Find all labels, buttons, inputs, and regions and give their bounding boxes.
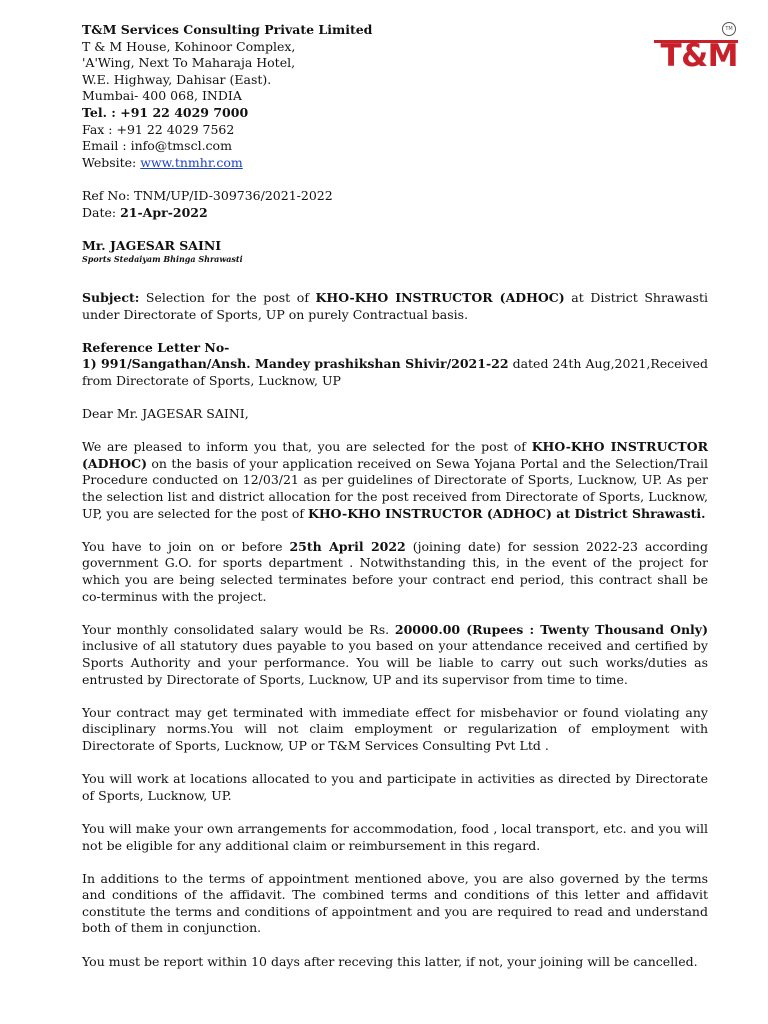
subject-label: Subject: (82, 289, 140, 305)
address-line: W.E. Highway, Dahisar (East). (82, 71, 272, 87)
paragraph-salary (82, 622, 708, 688)
paragraph-affidavit: In additions to the terms of appointment mentioned above, you are also governed by the terms and conditions of the affidavit. The combined terms and conditions of this letter and affidavit constitute the terms and conditions of appointment and you are required to read and understand both of them in conjunction. (82, 870, 708, 936)
subject-post: KHO-KHO INSTRUCTOR (ADHOC) (315, 289, 565, 305)
subject-text: Selection for the post of (139, 289, 316, 305)
address-line: 'A'Wing, Next To Maharaja Hotel, (82, 55, 296, 71)
text: (joining date) for session 2022-23 according government G.O. for sports department . Notwithstanding this, in the event of the project for which you are being selected terminates before your contract end period, this contract shall be co-terminus with the project. (82, 538, 708, 604)
paragraph-location: You will work at locations allocated to you and participate in activities as directed by Directorate of Sports, Lucknow, UP. (82, 771, 708, 803)
reference-number: 1) 991/Sangathan/Ansh. Mandey prashikshan Shivir/2021-22 (82, 356, 509, 372)
paragraph-selection (82, 439, 708, 522)
paragraph-termination: Your contract may get terminated with immediate effect for misbehavior or found violating any disciplinary norms.You will not claim employment or regularization of employment with Directorate of Sports, Lucknow, UP or T&M Services Consulting Pvt Ltd . (82, 704, 708, 753)
paragraph-report: You must be report within 10 days after receving this latter, if not, your joining will be cancelled. (82, 953, 698, 969)
logo-text: T&M (660, 38, 738, 74)
telephone: Tel. : +91 22 4029 7000 (82, 104, 249, 120)
text: ( (460, 621, 473, 637)
subject-paragraph (82, 290, 708, 323)
salutation: Dear Mr. JAGESAR SAINI, (82, 406, 249, 422)
fax: Fax : +91 22 4029 7562 (82, 121, 235, 137)
salary-words: Rupees : Twenty Thousand Only) (472, 621, 708, 637)
addressee-address: Sports Stedaiyam Bhinga Shrawasti (82, 254, 243, 265)
letter-date (82, 205, 708, 222)
addressee-name: Mr. JAGESAR SAINI (82, 237, 222, 253)
trademark-mark: TM (722, 22, 736, 36)
post-name: KHO-KHO INSTRUCTOR (ADHOC) (82, 439, 709, 471)
reference-rest: dated 24th Aug,2021,Received from Directorate of Sports, Lucknow, UP (82, 356, 709, 388)
address-line: T & M House, Kohinoor Complex, (82, 38, 296, 54)
text: You have to join on or before (82, 538, 290, 554)
website-link[interactable]: www.tnmhr.com (140, 154, 243, 170)
letter-body (82, 22, 708, 970)
text: on the basis of your application received on Sewa Yojana Portal and the Selection/Trail Procedure conducted on 12/03/21 as per guidelines of Directorate of Sports, Lucknow, UP. As per the selection list and district allocation for the post received from Directorate of Sports, Lucknow, UP, you are selected for the post of (82, 455, 708, 521)
salary-amount: 20000.00 (394, 621, 461, 637)
post-name: KHO-KHO INSTRUCTOR (ADHOC) (307, 505, 552, 521)
text: Your monthly consolidated salary would be Rs. (82, 621, 395, 637)
paragraph-arrangements: You will make your own arrangements for accommodation, food , local transport, etc. and you will not be eligible for any additional claim or reimbursement in this regard. (82, 820, 708, 853)
location: at District Shrawasti. (551, 505, 706, 521)
ref-number: Ref No: TNM/UP/ID-309736/2021-2022 (82, 187, 333, 203)
reference-label: Reference Letter No- (82, 339, 230, 355)
text: We are pleased to inform you that, you are selected for the post of (82, 439, 532, 455)
address-line: Mumbai- 400 068, INDIA (82, 88, 242, 104)
text: inclusive of all statutory dues payable to you based on your attendance received and certified by Sports Authority and your performance. You will be liable to carry out such works/duties as entrusted by Directorate of Sports, Lucknow, UP and its supervisor from time to time. (82, 638, 708, 687)
website (82, 155, 708, 172)
website-label: Website: (82, 154, 141, 170)
paragraph-joining (82, 539, 708, 605)
date-value: 21-Apr-2022 (120, 204, 208, 220)
subject-text-end: at District Shrawasti under Directorate of Sports, UP on purely Contractual basis. (82, 289, 708, 322)
email: Email : info@tmscl.com (82, 138, 232, 154)
company-name: T&M Services Consulting Private Limited (82, 22, 373, 37)
date-label: Date: (82, 204, 121, 220)
joining-date: 25th April 2022 (289, 538, 406, 554)
reference-paragraph (82, 356, 708, 389)
